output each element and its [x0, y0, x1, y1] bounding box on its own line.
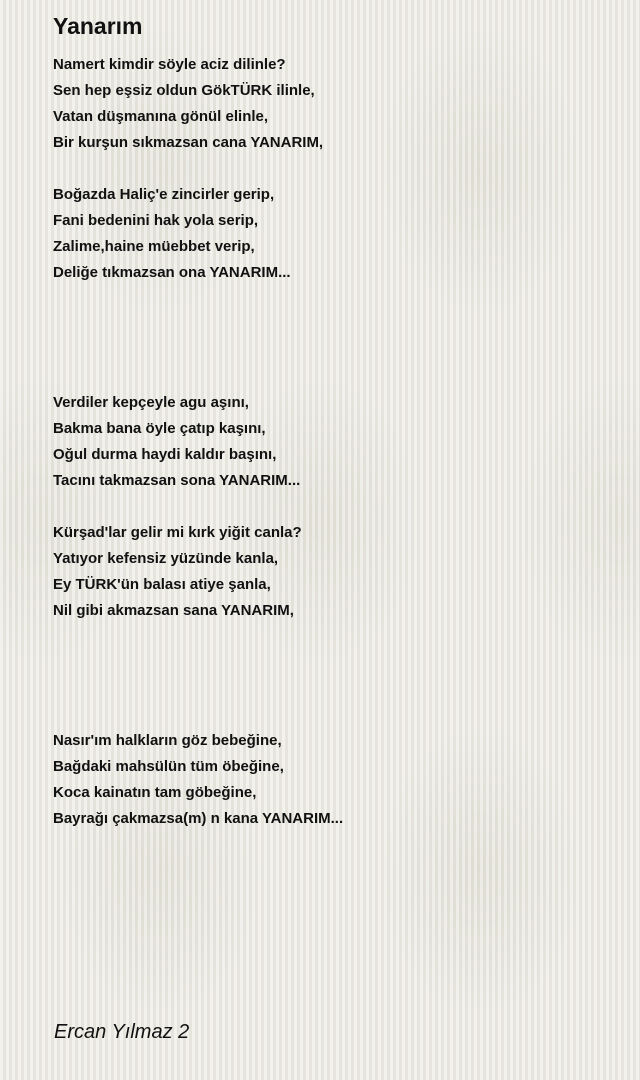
poem-line: Tacını takmazsan sona YANARIM... [53, 472, 301, 489]
poem-line: Bir kurşun sıkmazsan cana YANARIM, [53, 134, 324, 151]
stanza-spacer [53, 494, 613, 520]
poem-line: Sen hep eşsiz oldun GökTÜRK ilinle, [53, 82, 315, 99]
poem-line: Nasır'ım halkların göz bebeğine, [53, 732, 282, 749]
poem-line: Bayrağı çakmazsa(m) n kana YANARIM... [53, 810, 344, 827]
poem-line: Koca kainatın tam göbeğine, [53, 784, 257, 801]
poem-line: Zalime,haine müebbet verip, [53, 238, 255, 255]
stanza-spacer [53, 156, 613, 182]
stanza [53, 390, 613, 494]
stanza [53, 728, 613, 832]
stanza [53, 520, 613, 624]
section-spacer [53, 624, 613, 728]
stanza [53, 52, 613, 156]
poem-line: Deliğe tıkmazsan ona YANARIM... [53, 264, 291, 281]
poem-line: Namert kimdir söyle aciz dilinle? [53, 56, 286, 73]
stanza [53, 182, 613, 286]
poem-line: Vatan düşmanına gönül elinle, [53, 108, 269, 125]
poem-author: Ercan Yılmaz 2 [54, 1021, 190, 1043]
poem-line: Nil gibi akmazsan sana YANARIM, [53, 602, 294, 619]
poem-body [53, 52, 613, 832]
poem-line: Yatıyor kefensiz yüzünde kanla, [53, 550, 279, 567]
poem-line: Kürşad'lar gelir mi kırk yiğit canla? [53, 524, 302, 541]
poem-line: Fani bedenini hak yola serip, [53, 212, 259, 229]
section-spacer [53, 286, 613, 390]
poem-title: Yanarım [53, 13, 143, 39]
poem-line: Bağdaki mahsülün tüm öbeğine, [53, 758, 284, 775]
poem-line: Ey TÜRK'ün balası atiye şanla, [53, 576, 271, 593]
poem-line: Bakma bana öyle çatıp kaşını, [53, 420, 266, 437]
poem-line: Boğazda Haliç'e zincirler gerip, [53, 186, 275, 203]
poem-line: Verdiler kepçeyle agu aşını, [53, 394, 249, 411]
poem-line: Oğul durma haydi kaldır başını, [53, 446, 277, 463]
